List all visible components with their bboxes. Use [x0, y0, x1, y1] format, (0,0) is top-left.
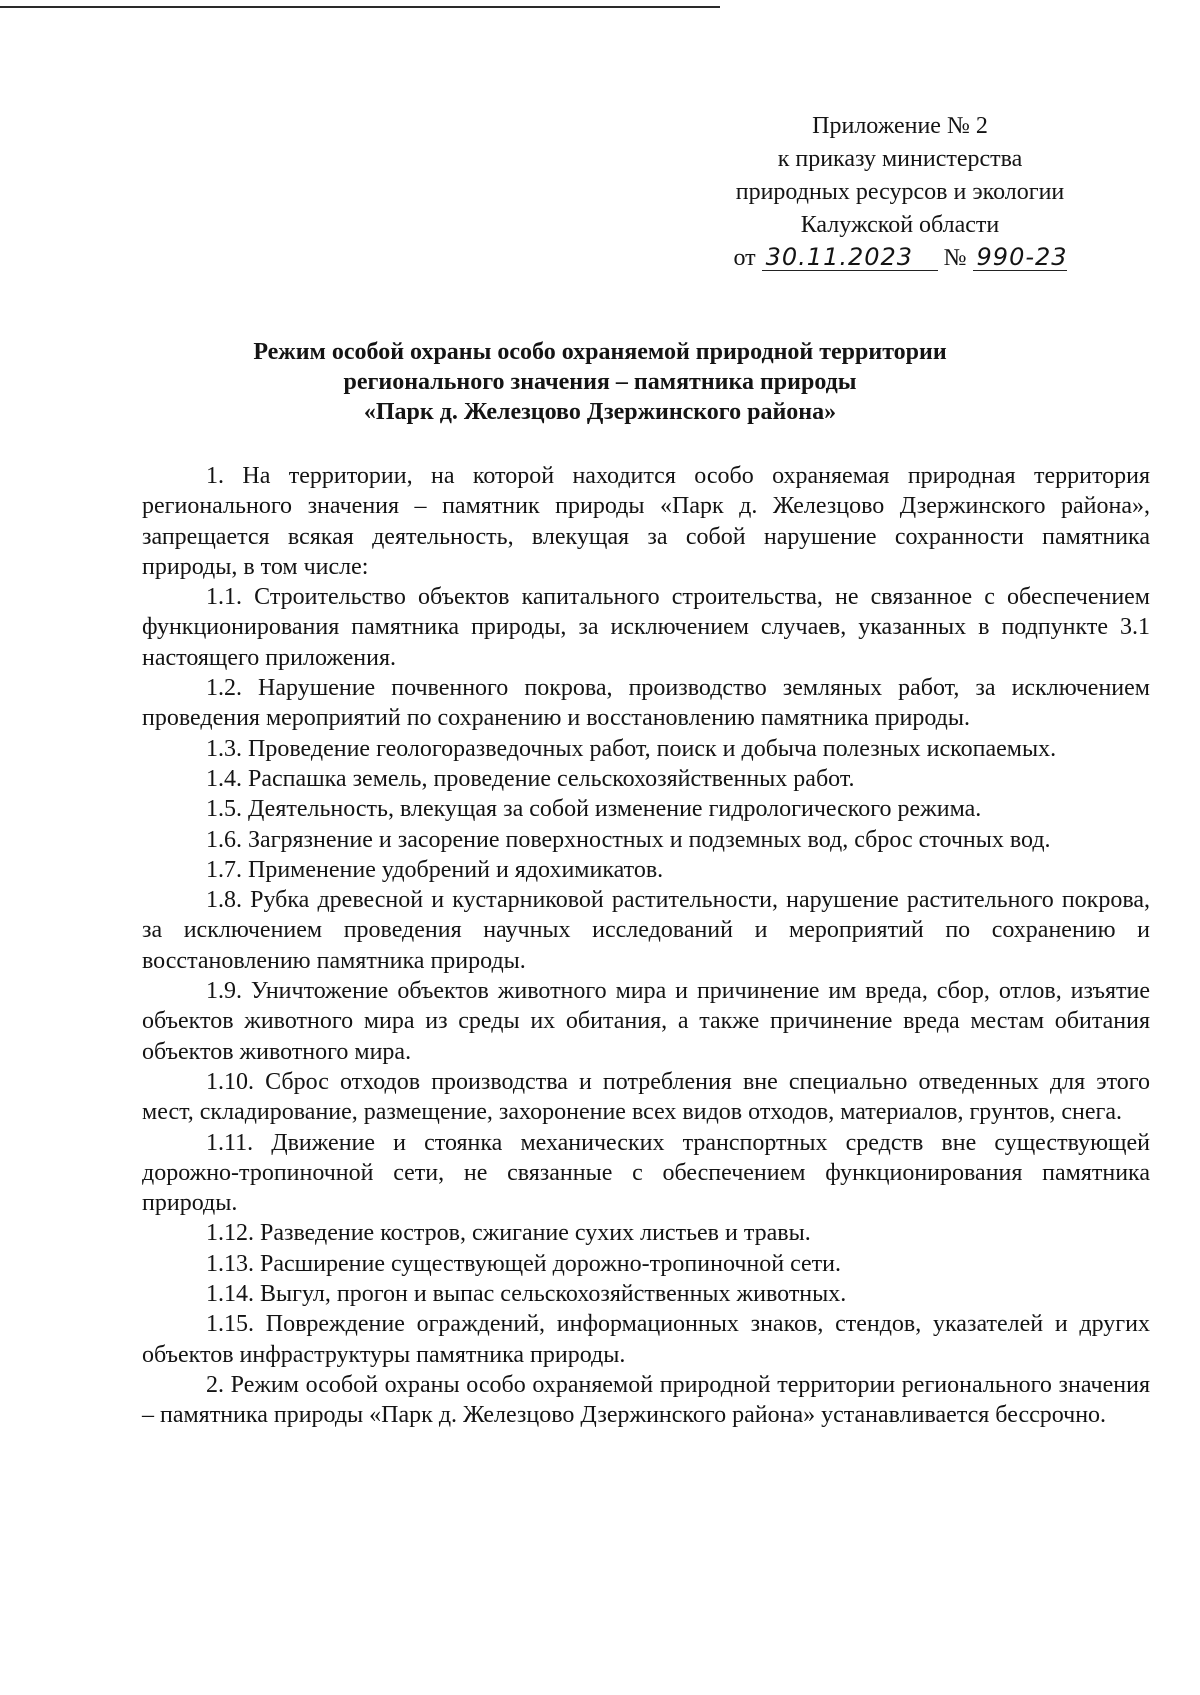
- paragraph-1-1: 1.1. Строительство объектов капитального строительства, не связанное с обеспечением функционирования памятника природы, за исключением случаев, указанных в подпункте 3.1 настоящего приложения.: [142, 584, 1150, 671]
- handwritten-order-number: 990-23: [973, 244, 1067, 271]
- paragraph-1-12: 1.12. Разведение костров, сжигание сухих листьев и травы.: [206, 1220, 811, 1247]
- appendix-ministry: природных ресурсов и экологии: [735, 179, 1065, 205]
- paragraph-1-15: 1.15. Повреждение ограждений, информационных знаков, стендов, указателей и других объектов инфраструктуры памятника природы.: [142, 1311, 1150, 1368]
- title-line-2: регионального значения – памятника природы: [343, 369, 857, 395]
- handwritten-date: 30.11.2023: [762, 244, 938, 271]
- appendix-order-ref: к приказу министерства: [777, 146, 1023, 172]
- paragraph-1-8: 1.8. Рубка древесной и кустарниковой растительности, нарушение растительного покрова, за исключением проведения научных исследований и мероприятий по сохранению и восстановлению памятника природы.: [142, 887, 1150, 974]
- paragraph-1-2: 1.2. Нарушение почвенного покрова, производство земляных работ, за исключением проведения мероприятий по сохранению и восстановлению памятника природы.: [142, 675, 1150, 732]
- paragraph-1-11: 1.11. Движение и стоянка механических транспортных средств вне существующей дорожно-тропиночной сети, не связанные с обеспечением функционирования памятника природы.: [142, 1129, 1150, 1217]
- document-title: [150, 337, 1050, 427]
- appendix-region: Калужской области: [800, 212, 1000, 238]
- paragraph-1: 1. На территории, на которой находится особо охраняемая природная территория регионального значения – памятник природы «Парк д. Железцово Дзержинского района», запрещается всякая деятельность, влекущая за собой нарушение сохранности памятника природы, в том числе:: [142, 463, 1150, 580]
- paragraph-1-7: 1.7. Применение удобрений и ядохимикатов.: [206, 856, 664, 883]
- paragraph-1-13: 1.13. Расширение существующей дорожно-тропиночной сети.: [206, 1250, 842, 1277]
- date-prefix: от: [733, 245, 756, 271]
- paragraph-2: 2. Режим особой охраны особо охраняемой природной территории регионального значения – памятника природы «Парк д. Железцово Дзержинского района» устанавливается бессрочно.: [142, 1371, 1150, 1429]
- top-scan-rule: [0, 6, 720, 8]
- paragraph-1-6: 1.6. Загрязнение и засорение поверхностных и подземных вод, сброс сточных вод.: [206, 826, 1051, 853]
- appendix-date-line: [690, 242, 1110, 275]
- paragraph-1-3: 1.3. Проведение геологоразведочных работ, поиск и добыча полезных ископаемых.: [206, 735, 1057, 762]
- paragraph-1-14: 1.14. Выгул, прогон и выпас сельскохозяйственных животных.: [206, 1281, 847, 1308]
- document-body: [142, 461, 1150, 1431]
- paragraph-1-4: 1.4. Распашка земель, проведение сельскохозяйственных работ.: [206, 765, 855, 792]
- paragraph-1-9: 1.9. Уничтожение объектов животного мира и причинение им вреда, сбор, отлов, изъятие объектов животного мира из среды их обитания, а также причинение вреда местам обитания объектов животного мира.: [142, 978, 1150, 1065]
- paragraph-1-5: 1.5. Деятельность, влекущая за собой изменение гидрологического режима.: [206, 796, 982, 823]
- appendix-number: Приложение № 2: [812, 113, 988, 139]
- title-line-1: Режим особой охраны особо охраняемой природной территории: [253, 339, 947, 365]
- paragraph-1-10: 1.10. Сброс отходов производства и потребления вне специально отведенных для этого мест, складирование, размещение, захоронение всех видов отходов, материалов, грунтов, снега.: [142, 1068, 1150, 1126]
- number-prefix: №: [943, 245, 967, 271]
- title-line-3: «Парк д. Железцово Дзержинского района»: [363, 399, 837, 425]
- appendix-header: [690, 110, 1110, 275]
